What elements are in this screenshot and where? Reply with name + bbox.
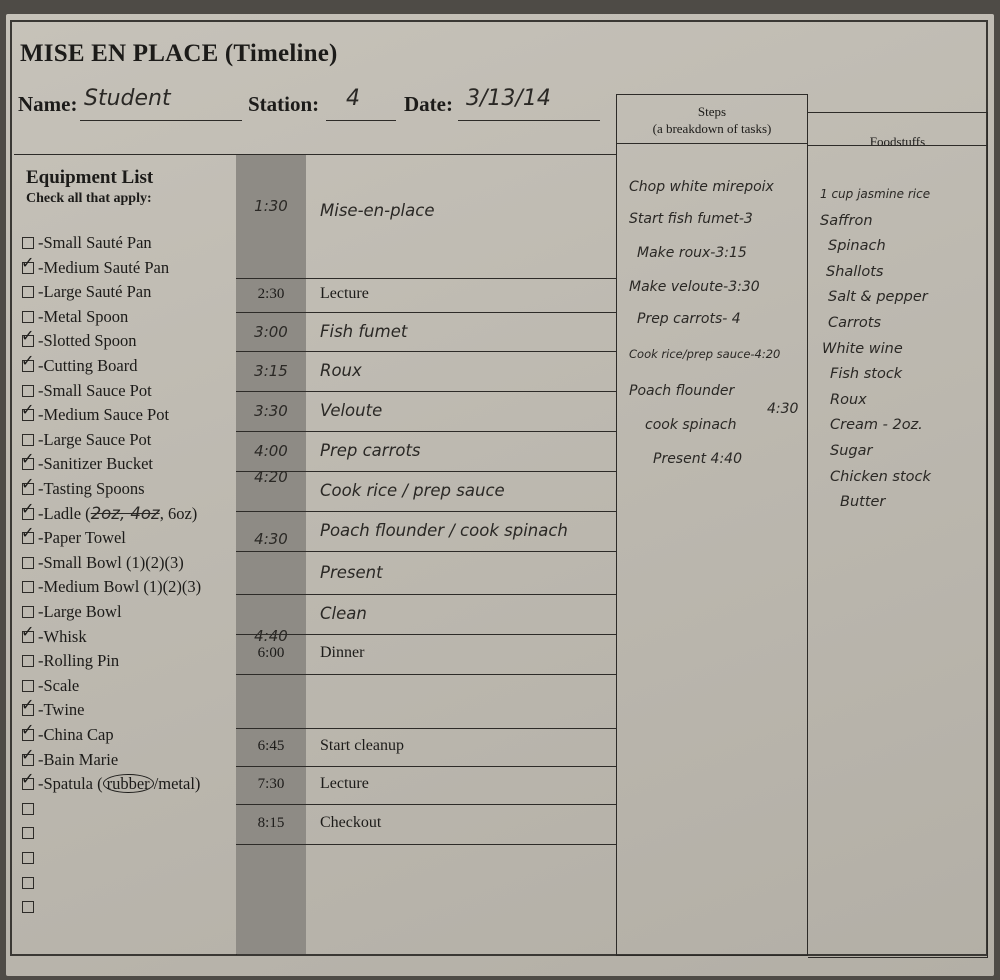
equipment-item (22, 651, 119, 673)
timeline-task[interactable]: Clean (320, 604, 367, 623)
timeline-time: 2:30 (257, 286, 285, 302)
checkbox[interactable] (22, 631, 34, 643)
timeline-row (236, 551, 616, 594)
equipment-item (22, 504, 197, 526)
checkbox[interactable] (22, 409, 34, 421)
checkbox[interactable] (22, 827, 34, 839)
checkbox[interactable] (22, 385, 34, 397)
step-item: Make veloute-3:30 (629, 279, 760, 295)
station-label: Station: (248, 92, 320, 116)
equipment-item (22, 479, 145, 501)
equipment-item-label: -Slotted Spoon (38, 331, 137, 351)
checkbox[interactable] (22, 311, 34, 323)
equipment-subtitle: Check all that apply: (26, 191, 152, 206)
timeline-time: 4:00 (254, 442, 288, 460)
foodstuff-item: Shallots (826, 263, 884, 280)
timeline-time: 6:00 (257, 645, 285, 661)
equipment-item-label: -Medium Sauté Pan (38, 257, 170, 277)
equipment-item-label: -Large Sauce Pot (38, 429, 152, 449)
step-item: Start fish fumet-3 (629, 211, 753, 227)
steps-header-divider (617, 143, 807, 144)
timeline-task[interactable]: Cook rice / prep sauce (320, 481, 505, 500)
timeline-end-line (236, 844, 616, 845)
step-item: Poach flounder (629, 383, 735, 399)
equipment-item (22, 577, 201, 599)
equipment-item-label: -Ladle ( (38, 503, 91, 523)
foodstuff-item: Roux (830, 391, 867, 408)
checkbox[interactable] (22, 655, 34, 667)
timeline-row (236, 391, 616, 431)
equipment-item-label: -Scale (38, 675, 80, 695)
steps-column (616, 94, 808, 956)
equipment-item-label: -Cutting Board (38, 356, 138, 375)
checkbox[interactable] (22, 335, 34, 347)
equipment-item-label: -China Cap (38, 725, 114, 744)
foodstuff-item: Spinach (828, 238, 886, 255)
equipment-item-label: -Spatula ( (38, 774, 103, 794)
equipment-item-label: -Medium Sauce Pot (38, 405, 170, 425)
timeline-task[interactable]: Start cleanup (320, 737, 404, 754)
timeline-task[interactable]: Lecture (320, 775, 369, 792)
timeline-time: 4:30 (254, 530, 288, 548)
foodstuff-item: Fish stock (830, 366, 903, 383)
timeline-time: 4:40 (254, 627, 288, 645)
equipment-item-label: , 6oz) (159, 503, 198, 523)
equipment-item-label: -Sanitizer Bucket (38, 454, 154, 474)
equipment-item-label: -Large Bowl (38, 602, 122, 621)
date-underline (458, 120, 600, 121)
equipment-item-label: /metal) (153, 774, 201, 794)
foodstuffs-column (808, 112, 988, 958)
equipment-item (22, 454, 153, 476)
timeline-task[interactable]: Fish fumet (320, 321, 408, 341)
checkbox[interactable] (22, 360, 34, 372)
date-value[interactable]: 3/13/14 (466, 86, 551, 111)
timeline-time: 1:30 (254, 197, 288, 215)
equipment-item-label: -Twine (38, 700, 85, 720)
timeline-time: 7:30 (257, 776, 285, 792)
equipment-item (22, 528, 126, 550)
checkbox[interactable] (22, 508, 34, 520)
equipment-item (22, 799, 38, 821)
timeline-time: 3:30 (254, 402, 288, 420)
equipment-item-label: -Rolling Pin (38, 651, 120, 671)
checkbox[interactable] (22, 704, 34, 716)
timeline-time: 3:15 (254, 362, 288, 380)
timeline-row (236, 728, 616, 766)
foodstuff-item: Carrots (828, 315, 882, 331)
checkbox[interactable] (22, 286, 34, 298)
checkbox[interactable] (22, 557, 34, 569)
equipment-item (22, 725, 114, 747)
equipment-item (22, 430, 151, 452)
equipment-item-label: -Small Bowl (1)(2)(3) (38, 552, 184, 572)
timeline-row (236, 766, 616, 804)
equipment-item-label: -Whisk (38, 626, 87, 646)
timeline-time: 3:00 (254, 322, 288, 341)
equipment-item-label: -Medium Bowl (1)(2)(3) (38, 577, 202, 597)
timeline-time: 6:45 (257, 738, 285, 754)
name-underline (80, 120, 242, 121)
struck-text: 2oz, 4oz (90, 503, 160, 523)
equipment-item (22, 823, 38, 845)
timeline-row (236, 312, 616, 351)
checkbox[interactable] (22, 434, 34, 446)
timeline-task[interactable]: Dinner (320, 644, 365, 661)
checkbox[interactable] (22, 237, 34, 249)
steps-header-title: Steps (697, 104, 727, 119)
equipment-item (22, 258, 169, 280)
equipment-item-label: -Tasting Spoons (38, 479, 145, 498)
equipment-item (22, 356, 137, 378)
timeline-time: 8:15 (257, 815, 285, 831)
equipment-item-label: -Paper Towel (38, 528, 126, 548)
checkbox[interactable] (22, 729, 34, 741)
equipment-item (22, 233, 152, 255)
step-item: Prep carrots- 4 (637, 311, 741, 327)
equipment-item-label: -Small Sauté Pan (38, 233, 152, 252)
date-label: Date: (404, 92, 453, 116)
step-item: cook spinach (645, 417, 737, 433)
timeline-task[interactable]: Checkout (320, 814, 382, 831)
checkbox[interactable] (22, 754, 34, 766)
checkbox[interactable] (22, 458, 34, 470)
timeline-row (236, 674, 616, 728)
equipment-item (22, 282, 151, 304)
station-underline (326, 120, 396, 121)
equipment-item (22, 307, 128, 329)
checkbox[interactable] (22, 680, 34, 692)
step-item: Cook rice/prep sauce-4:20 (629, 347, 781, 361)
equipment-item (22, 331, 137, 353)
equipment-list (14, 154, 237, 955)
foodstuff-item: White wine (822, 340, 903, 357)
step-item: Make roux-3:15 (637, 245, 747, 261)
foodstuff-item: Saffron (820, 212, 873, 229)
timeline-row (236, 431, 616, 471)
foodstuff-item: Butter (840, 494, 886, 511)
checkbox[interactable] (22, 877, 34, 889)
checkbox[interactable] (22, 901, 34, 913)
checkbox[interactable] (22, 483, 34, 495)
equipment-item (22, 381, 152, 403)
foodstuffs-header: Foodstuffs (869, 134, 926, 149)
foodstuff-item: 1 cup jasmine rice (820, 187, 931, 201)
timeline-row (236, 634, 616, 674)
timeline-row (236, 154, 616, 278)
equipment-item (22, 602, 122, 624)
equipment-item (22, 848, 38, 870)
steps-header (617, 103, 807, 137)
checkbox[interactable] (22, 852, 34, 864)
timeline-row (236, 351, 616, 391)
circled-option: rubber (103, 774, 154, 793)
step-item: 4:30 (767, 401, 799, 417)
foodstuff-item: Cream - 2oz. (830, 417, 923, 434)
name-label: Name: (18, 92, 78, 116)
checkbox[interactable] (22, 532, 34, 544)
equipment-item (22, 750, 118, 772)
timeline-row (236, 804, 616, 844)
steps-header-subtitle: (a breakdown of tasks) (652, 121, 772, 136)
equipment-item (22, 627, 87, 649)
timeline-task[interactable]: Veloute (320, 401, 383, 420)
equipment-item-label: -Bain Marie (38, 749, 119, 769)
timeline-task[interactable]: Poach flounder / cook spinach (320, 521, 568, 540)
name-value[interactable]: Student (84, 86, 171, 111)
timeline-task[interactable]: Roux (320, 361, 362, 380)
station-value[interactable]: 4 (346, 86, 360, 111)
checkbox[interactable] (22, 606, 34, 618)
equipment-title: Equipment List (26, 167, 154, 188)
checkbox[interactable] (22, 778, 34, 790)
equipment-item (22, 897, 38, 919)
checkbox[interactable] (22, 262, 34, 274)
timeline-row (236, 511, 616, 551)
foodstuff-item: Salt & pepper (828, 289, 928, 306)
page-title: MISE EN PLACE (Timeline) (20, 40, 338, 67)
equipment-item (22, 774, 200, 796)
worksheet-page (6, 14, 994, 976)
timeline-task[interactable]: Lecture (320, 285, 369, 302)
foodstuff-item: Sugar (830, 443, 873, 459)
checkbox[interactable] (22, 803, 34, 815)
timeline-row (236, 594, 616, 645)
step-item: Present 4:40 (653, 451, 742, 467)
foodstuffs-header-divider (808, 145, 987, 146)
equipment-item-label: -Large Sauté Pan (38, 282, 152, 302)
equipment-item-label: -Small Sauce Pot (38, 380, 152, 400)
timeline-task[interactable]: Present (320, 562, 383, 582)
foodstuff-item: Chicken stock (830, 468, 931, 485)
timeline-row (236, 278, 616, 312)
equipment-item (22, 873, 38, 895)
equipment-item (22, 405, 169, 427)
timeline-task[interactable]: Prep carrots (320, 441, 421, 460)
checkbox[interactable] (22, 581, 34, 593)
timeline-task[interactable]: Mise-en-place (320, 201, 435, 220)
equipment-item (22, 553, 184, 575)
step-item: Chop white mirepoix (629, 179, 774, 195)
equipment-item-label: -Metal Spoon (38, 306, 129, 326)
timeline-row (236, 468, 616, 511)
timeline-time: 4:20 (254, 468, 288, 486)
